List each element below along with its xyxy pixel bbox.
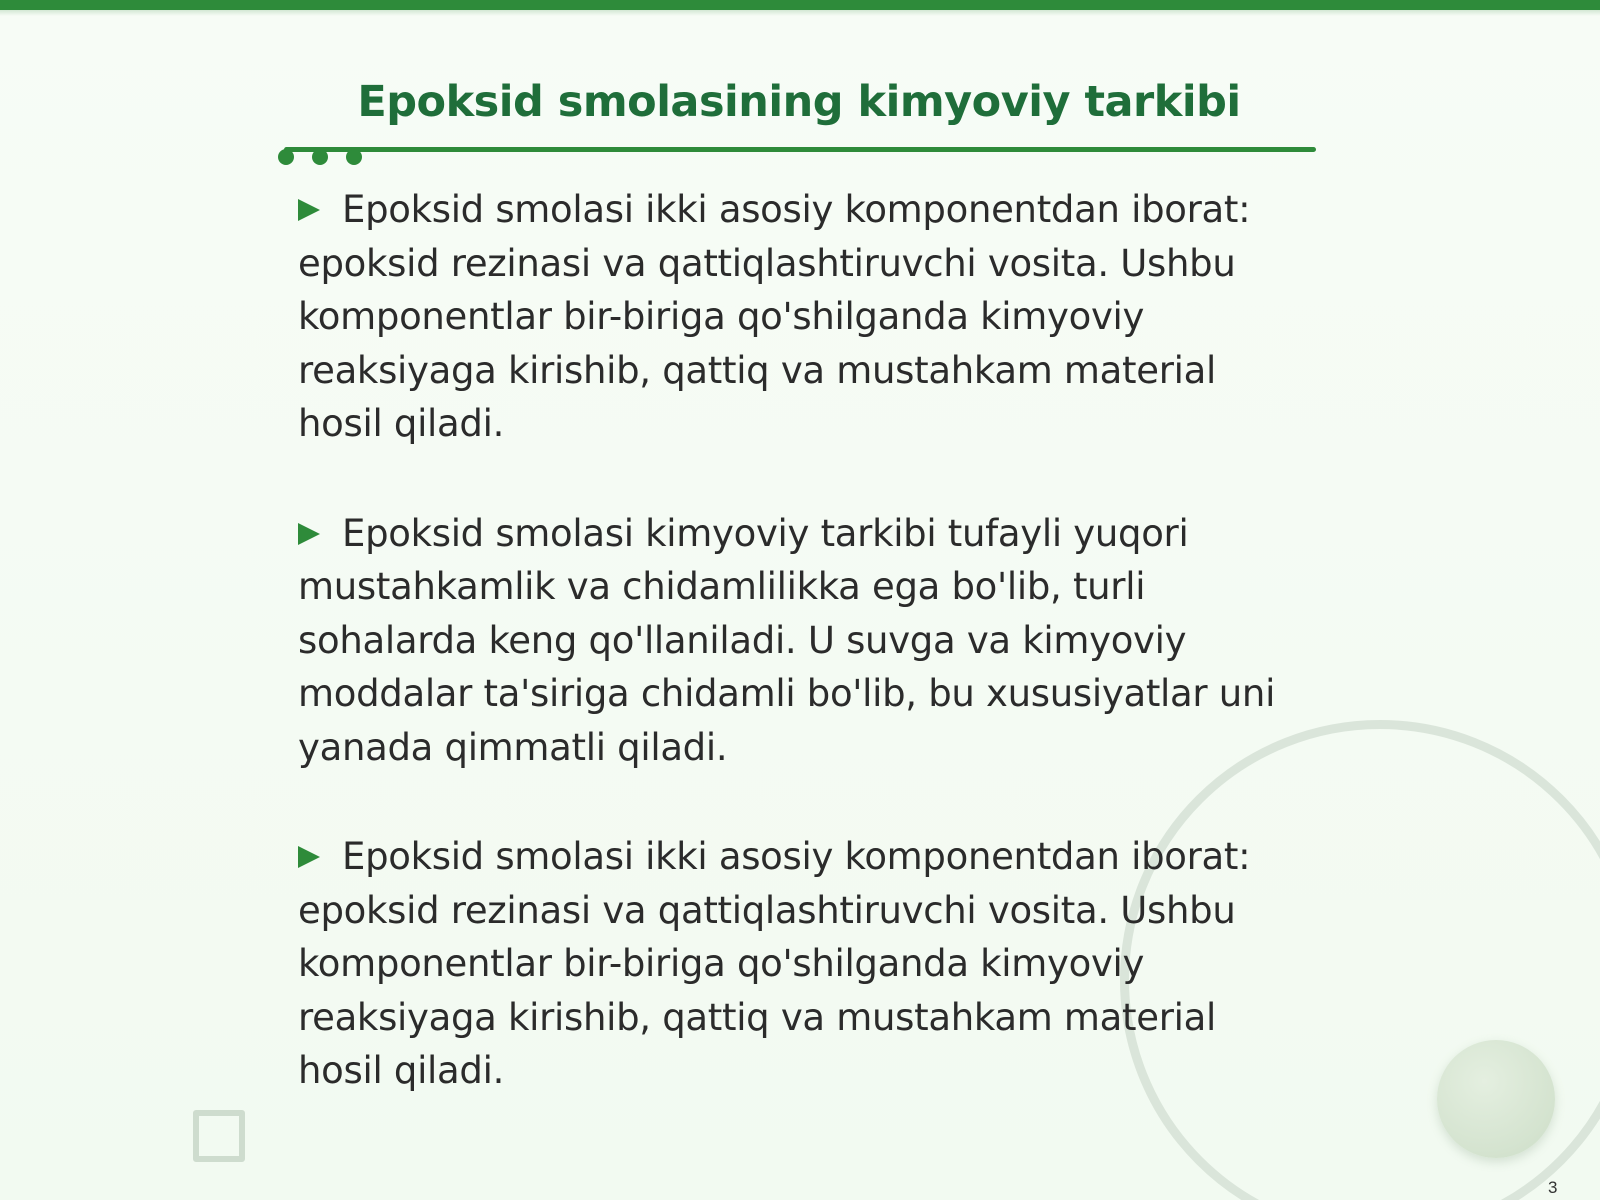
bullet-item (298, 183, 1308, 451)
triangle-bullet-icon (298, 523, 320, 545)
slide-title: Epoksid smolasining kimyoviy tarkibi (357, 77, 1241, 127)
bullet-text: Epoksid smolasi ikki asosiy komponentdan iborat: epoksid rezinasi va qattiqlashtiruvchi vosita. Ushbu komponentlar bir-biriga qo'shilganda kimyoviy reaksiyaga kirishib, qattiq va mustahkam material hosil qiladi. (298, 188, 1251, 445)
three-dots-icon (278, 149, 294, 165)
dot-icon (346, 149, 362, 165)
decorative-square (193, 1110, 245, 1162)
bullet-list (298, 183, 1308, 1154)
bullet-item (298, 507, 1308, 775)
bullet-item (298, 830, 1308, 1098)
decorative-circle (1437, 1040, 1555, 1158)
bullet-text: Epoksid smolasi ikki asosiy komponentdan iborat: epoksid rezinasi va qattiqlashtiruvchi vosita. Ushbu komponentlar bir-biriga qo'shilganda kimyoviy reaksiyaga kirishib, qattiq va mustahkam material hosil qiladi. (298, 835, 1251, 1092)
dot-icon (312, 149, 328, 165)
top-accent-bar (0, 0, 1600, 10)
title-underline (284, 147, 1316, 152)
triangle-bullet-icon (298, 846, 320, 868)
bullet-text: Epoksid smolasi kimyoviy tarkibi tufayli yuqori mustahkamlik va chidamlilikka ega bo'lib, turli sohalarda keng qo'llaniladi. U suvga va kimyoviy moddalar ta'siriga chidamli bo'lib, bu xususiyatlar uni yanada qimmatli qiladi. (298, 511, 1276, 769)
page-number: 3 (1548, 1178, 1558, 1197)
triangle-bullet-icon (298, 199, 320, 221)
top-accent-shadow (0, 10, 1600, 16)
